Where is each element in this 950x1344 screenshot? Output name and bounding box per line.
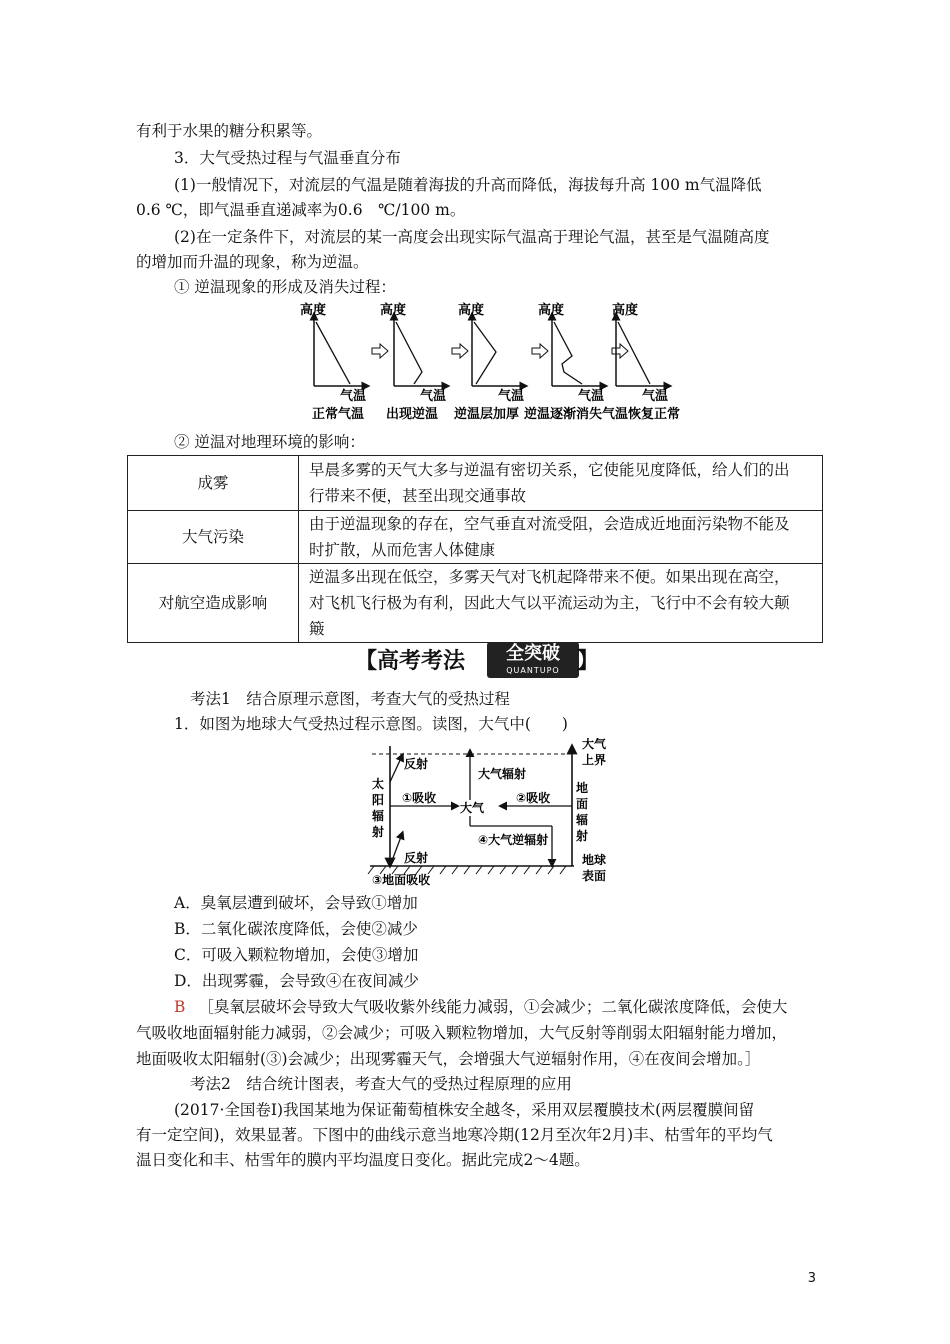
diagram-label: 上界 (582, 753, 607, 767)
diagram-label: 阳 (372, 793, 385, 807)
diagram-label: 辐 (372, 809, 385, 823)
axis-label-height: 高度 (300, 303, 327, 318)
section-title: 3．大气受热过程与气温垂直分布 (174, 149, 401, 167)
method-title: 考法2 结合统计图表，考查大气的受热过程原理的应用 (190, 1075, 572, 1093)
diagram-label: 大气 (460, 801, 485, 815)
diagram-label: 太 (372, 777, 385, 791)
diagram-label: 反射 (404, 757, 429, 771)
diagram-label: ②吸收 (516, 791, 551, 805)
axis-label-temp: 气温 (340, 389, 367, 404)
stage-label: 逆温逐渐消失 (524, 407, 603, 422)
answer-explanation: ［臭氧层破坏会导致大气吸收紫外线能力减弱，①会减少；二氧化碳浓度降低，会使大 (198, 998, 788, 1016)
banner-text: 】 (577, 649, 600, 674)
option-b: B．二氧化碳浓度降低，会使②减少 (174, 920, 418, 938)
sub-heading: ② 逆温对地理环境的影响： (174, 433, 365, 451)
answer-line (174, 996, 787, 1018)
panel-restore (602, 302, 680, 422)
method-title: 考法1 结合原理示意图，考查大气的受热过程 (190, 690, 510, 708)
option-c: C．可吸入颗粒物增加，会使③增加 (174, 946, 419, 964)
section-banner (355, 640, 600, 680)
atmosphere-heating-diagram (362, 738, 622, 888)
paragraph-line: 温日变化和丰、枯雪年的膜内平均温度日变化。据此完成2～4题。 (136, 1151, 590, 1169)
axis-label-height: 高度 (458, 303, 485, 318)
stage-label: 逆温层加厚 (454, 407, 520, 422)
axis-label-height: 高度 (612, 303, 639, 318)
panel-normal (300, 302, 366, 422)
table-value: 逆温多出现在低空，多雾天气对飞机起降带来不便。如果出现在高空， 对飞机飞行极为有利，因此大气以平流运动为主，飞行中不会有较大颠 簸 (299, 564, 823, 643)
paragraph-line: (2)在一定条件下，对流层的某一高度会出现实际气温高于理论气温，甚至是气温随高度 (174, 228, 770, 246)
answer-explanation: 气吸收地面辐射能力减弱，②会减少；可吸入颗粒物增加，大气反射等削弱太阳辐射能力增加， (136, 1024, 788, 1042)
diagram-label: 辐 (576, 813, 589, 827)
diagram-label: 地球 (582, 853, 607, 867)
diagram-label: 面 (576, 797, 589, 811)
option-a: A．臭氧层遭到破坏，会导致①增加 (174, 894, 418, 912)
table-row (128, 564, 823, 643)
table-key: 对航空造成影响 (128, 564, 299, 643)
right-arrow-icon (532, 344, 548, 358)
answer-explanation: 地面吸收太阳辐射(③)会减少；出现雾霾天气，会增强大气逆辐射作用，④在夜间会增加。］ (136, 1050, 761, 1068)
paragraph-line: 有一定空间)，效果显著。下图中的曲线示意当地寒冷期(12月至次年2月)丰、枯雪年的平均气 (136, 1126, 773, 1144)
paragraph-line: 0.6 ℃，即气温垂直递减率为0.6 ℃/100 m。 (136, 201, 466, 219)
paragraph-line: 的增加而升温的现象，称为逆温。 (136, 253, 369, 271)
table-row (128, 511, 823, 564)
panel-vanish (524, 302, 604, 422)
inversion-effects-table (127, 455, 823, 643)
diagram-label: 大气辐射 (478, 767, 527, 781)
panel-thicken (454, 302, 524, 422)
option-d: D．出现雾霾，会导致④在夜间减少 (174, 972, 419, 990)
diagram-label: 表面 (582, 869, 607, 883)
diagram-label: ④大气逆辐射 (478, 833, 549, 847)
panel-appear (380, 302, 446, 422)
diagram-label: 射 (576, 829, 589, 843)
stage-label: 出现逆温 (386, 407, 439, 422)
sub-heading: ① 逆温现象的形成及消失过程： (174, 278, 396, 296)
diagram-label: 大气 (582, 738, 607, 751)
diagram-label: ③地面吸收 (372, 873, 431, 887)
axis-label-temp: 气温 (578, 389, 605, 404)
table-value: 由于逆温现象的存在，空气垂直对流受阻，会造成近地面污染物不能及 时扩散，从而危害人体健康 (299, 511, 823, 564)
paragraph-line: (1)一般情况下，对流层的气温是随着海拔的升高而降低，海拔每升高 100 m气温降低 (174, 176, 762, 194)
diagram-label: ①吸收 (402, 791, 437, 805)
right-arrow-icon (612, 344, 628, 358)
table-value: 早晨多雾的天气大多与逆温有密切关系，它使能见度降低，给人们的出 行带来不便，甚至出现交通事故 (299, 456, 823, 511)
axis-label-height: 高度 (538, 303, 565, 318)
question-stem: 1．如图为地球大气受热过程示意图。读图，大气中( ) (174, 715, 568, 733)
page-number: 3 (807, 1271, 816, 1286)
diagram-label: 地 (576, 781, 589, 795)
text-line: 有利于水果的糖分积累等。 (136, 122, 323, 140)
stage-label: 气温恢复正常 (602, 407, 681, 422)
stage-label: 正常气温 (312, 407, 365, 422)
axis-label-height: 高度 (380, 303, 407, 318)
diagram-label: 反射 (404, 851, 429, 865)
banner-text: 【高考考法 (355, 649, 466, 674)
table-key: 成雾 (128, 456, 299, 511)
right-arrow-icon (372, 344, 388, 358)
axis-label-temp: 气温 (642, 389, 669, 404)
axis-label-temp: 气温 (498, 389, 525, 404)
axis-label-temp: 气温 (420, 389, 447, 404)
banner-badge: 全突破 QUANTUPO (487, 642, 579, 678)
table-key: 大气污染 (128, 511, 299, 564)
inversion-process-diagram (290, 300, 690, 424)
right-arrow-icon (452, 344, 468, 358)
diagram-label: 射 (372, 825, 385, 839)
paragraph-line: (2017·全国卷Ⅰ)我国某地为保证葡萄植株安全越冬，采用双层覆膜技术(两层覆膜间留 (174, 1101, 755, 1119)
answer-letter: B (174, 998, 186, 1016)
table-row (128, 456, 823, 511)
